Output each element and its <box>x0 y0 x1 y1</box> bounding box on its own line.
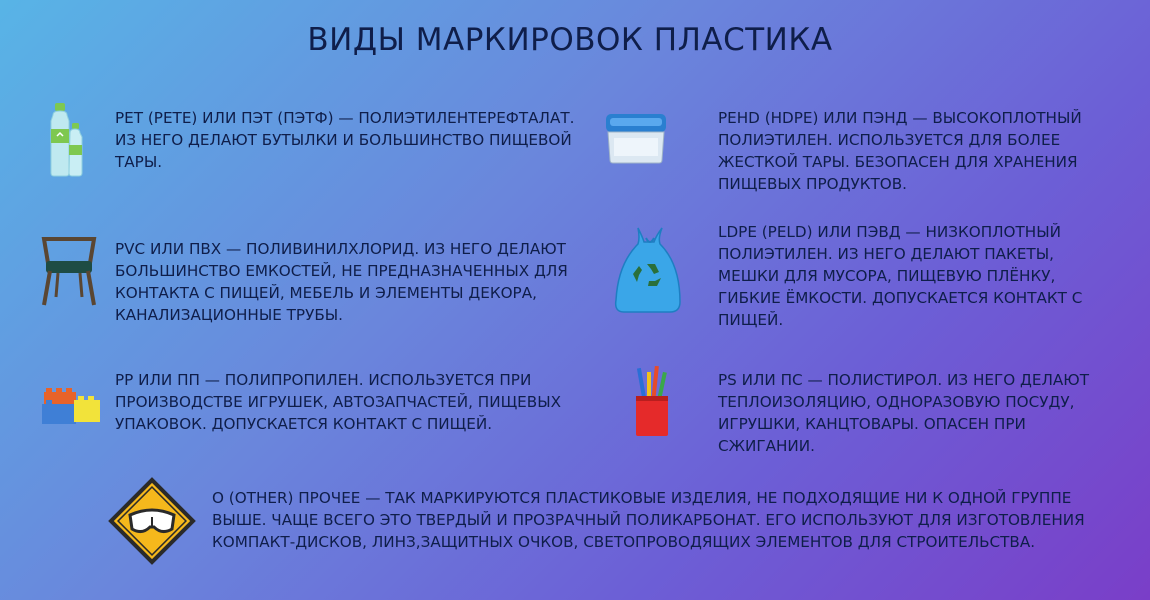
pp-description: PP ИЛИ ПП — ПОЛИПРОПИЛЕН. ИСПОЛЬЗУЕТСЯ ПРИ ПРОИЗВОДСТВЕ ИГРУШЕК, АВТОЗАПЧАСТЕЙ, ПИЩЕВЫХ УПАКОВОК. ДОПУСКАЕТСЯ КОНТАКТ С ПИЩЕЙ. <box>115 371 561 433</box>
toy-blocks-icon <box>42 384 104 428</box>
food-container-icon <box>604 112 668 164</box>
chair-icon <box>40 235 98 307</box>
pehd-description: PEHD (HDPE) ИЛИ ПЭНД — ВЫСОКОПЛОТНЫЙ ПОЛИЭТИЛЕН. ИСПОЛЬЗУЕТСЯ ДЛЯ БОЛЕЕ ЖЕСТКОЙ ТАРЫ. БЕЗОПАСЕН ДЛЯ ХРАНЕНИЯ ПИЩЕВЫХ ПРОДУКТОВ. <box>718 109 1082 193</box>
pet-description: PET (PETE) ИЛИ ПЭТ (ПЭТФ) — ПОЛИЭТИЛЕНТЕРЕФТАЛАТ. ИЗ НЕГО ДЕЛАЮТ БУТЫЛКИ И БОЛЬШИНСТВО ПИЩЕВОЙ ТАРЫ. <box>115 109 575 171</box>
other-description: O (OTHER) ПРОЧЕЕ — ТАК МАРКИРУЮТСЯ ПЛАСТИКОВЫЕ ИЗДЕЛИЯ, НЕ ПОДХОДЯЩИЕ НИ К ОДНОЙ ГРУППЕ ВЫШЕ. ЧАЩЕ ВСЕГО ЭТО ТВЕРДЫЙ И ПРОЗРАЧНЫЙ ПОЛИКАРБОНАТ. ЕГО ИСПОЛЬЗУЮТ ДЛЯ ИЗГОТОВЛЕНИЯ КОМПАКТ-ДИСКОВ, ЛИНЗ,ЗАЩИТНЫХ ОЧКОВ, СВЕТОПРОВОДЯЩИХ ЭЛЕМЕНТОВ ДЛЯ СТРОИТЕЛЬСТВА. <box>212 489 1085 551</box>
pvc-description: PVC ИЛИ ПВХ — ПОЛИВИНИЛХЛОРИД. ИЗ НЕГО ДЕЛАЮТ БОЛЬШИНСТВО ЕМКОСТЕЙ, НЕ ПРЕДНАЗНАЧЕННЫХ ДЛЯ КОНТАКТА С ПИЩЕЙ, МЕБЕЛЬ И ЭЛЕМЕНТЫ ДЕКОРА, КАНАЛИЗАЦИОННЫЕ ТРУБЫ. <box>115 240 568 324</box>
recycling-bag-icon <box>610 224 688 314</box>
plastic-bottles-icon <box>48 103 88 177</box>
ps-description: PS ИЛИ ПС — ПОЛИСТИРОЛ. ИЗ НЕГО ДЕЛАЮТ ТЕПЛОИЗОЛЯЦИЮ, ОДНОРАЗОВУЮ ПОСУДУ, ИГРУШКИ, КАНЦТОВАРЫ. ОПАСЕН ПРИ СЖИГАНИИ. <box>718 371 1089 455</box>
page-title: ВИДЫ МАРКИРОВОК ПЛАСТИКА <box>307 22 833 58</box>
ldpe-description: LDPE (PELD) ИЛИ ПЭВД — НИЗКОПЛОТНЫЙ ПОЛИЭТИЛЕН. ИЗ НЕГО ДЕЛАЮТ ПАКЕТЫ, МЕШКИ ДЛЯ МУСОРА, ПИЩЕВУЮ ПЛЁНКУ, ГИБКИЕ ЁМКОСТИ. ДОПУСКАЕТСЯ КОНТАКТ С ПИЩЕЙ. <box>718 223 1083 329</box>
pencil-cup-icon <box>634 366 672 438</box>
safety-goggles-sign-icon <box>106 475 198 567</box>
